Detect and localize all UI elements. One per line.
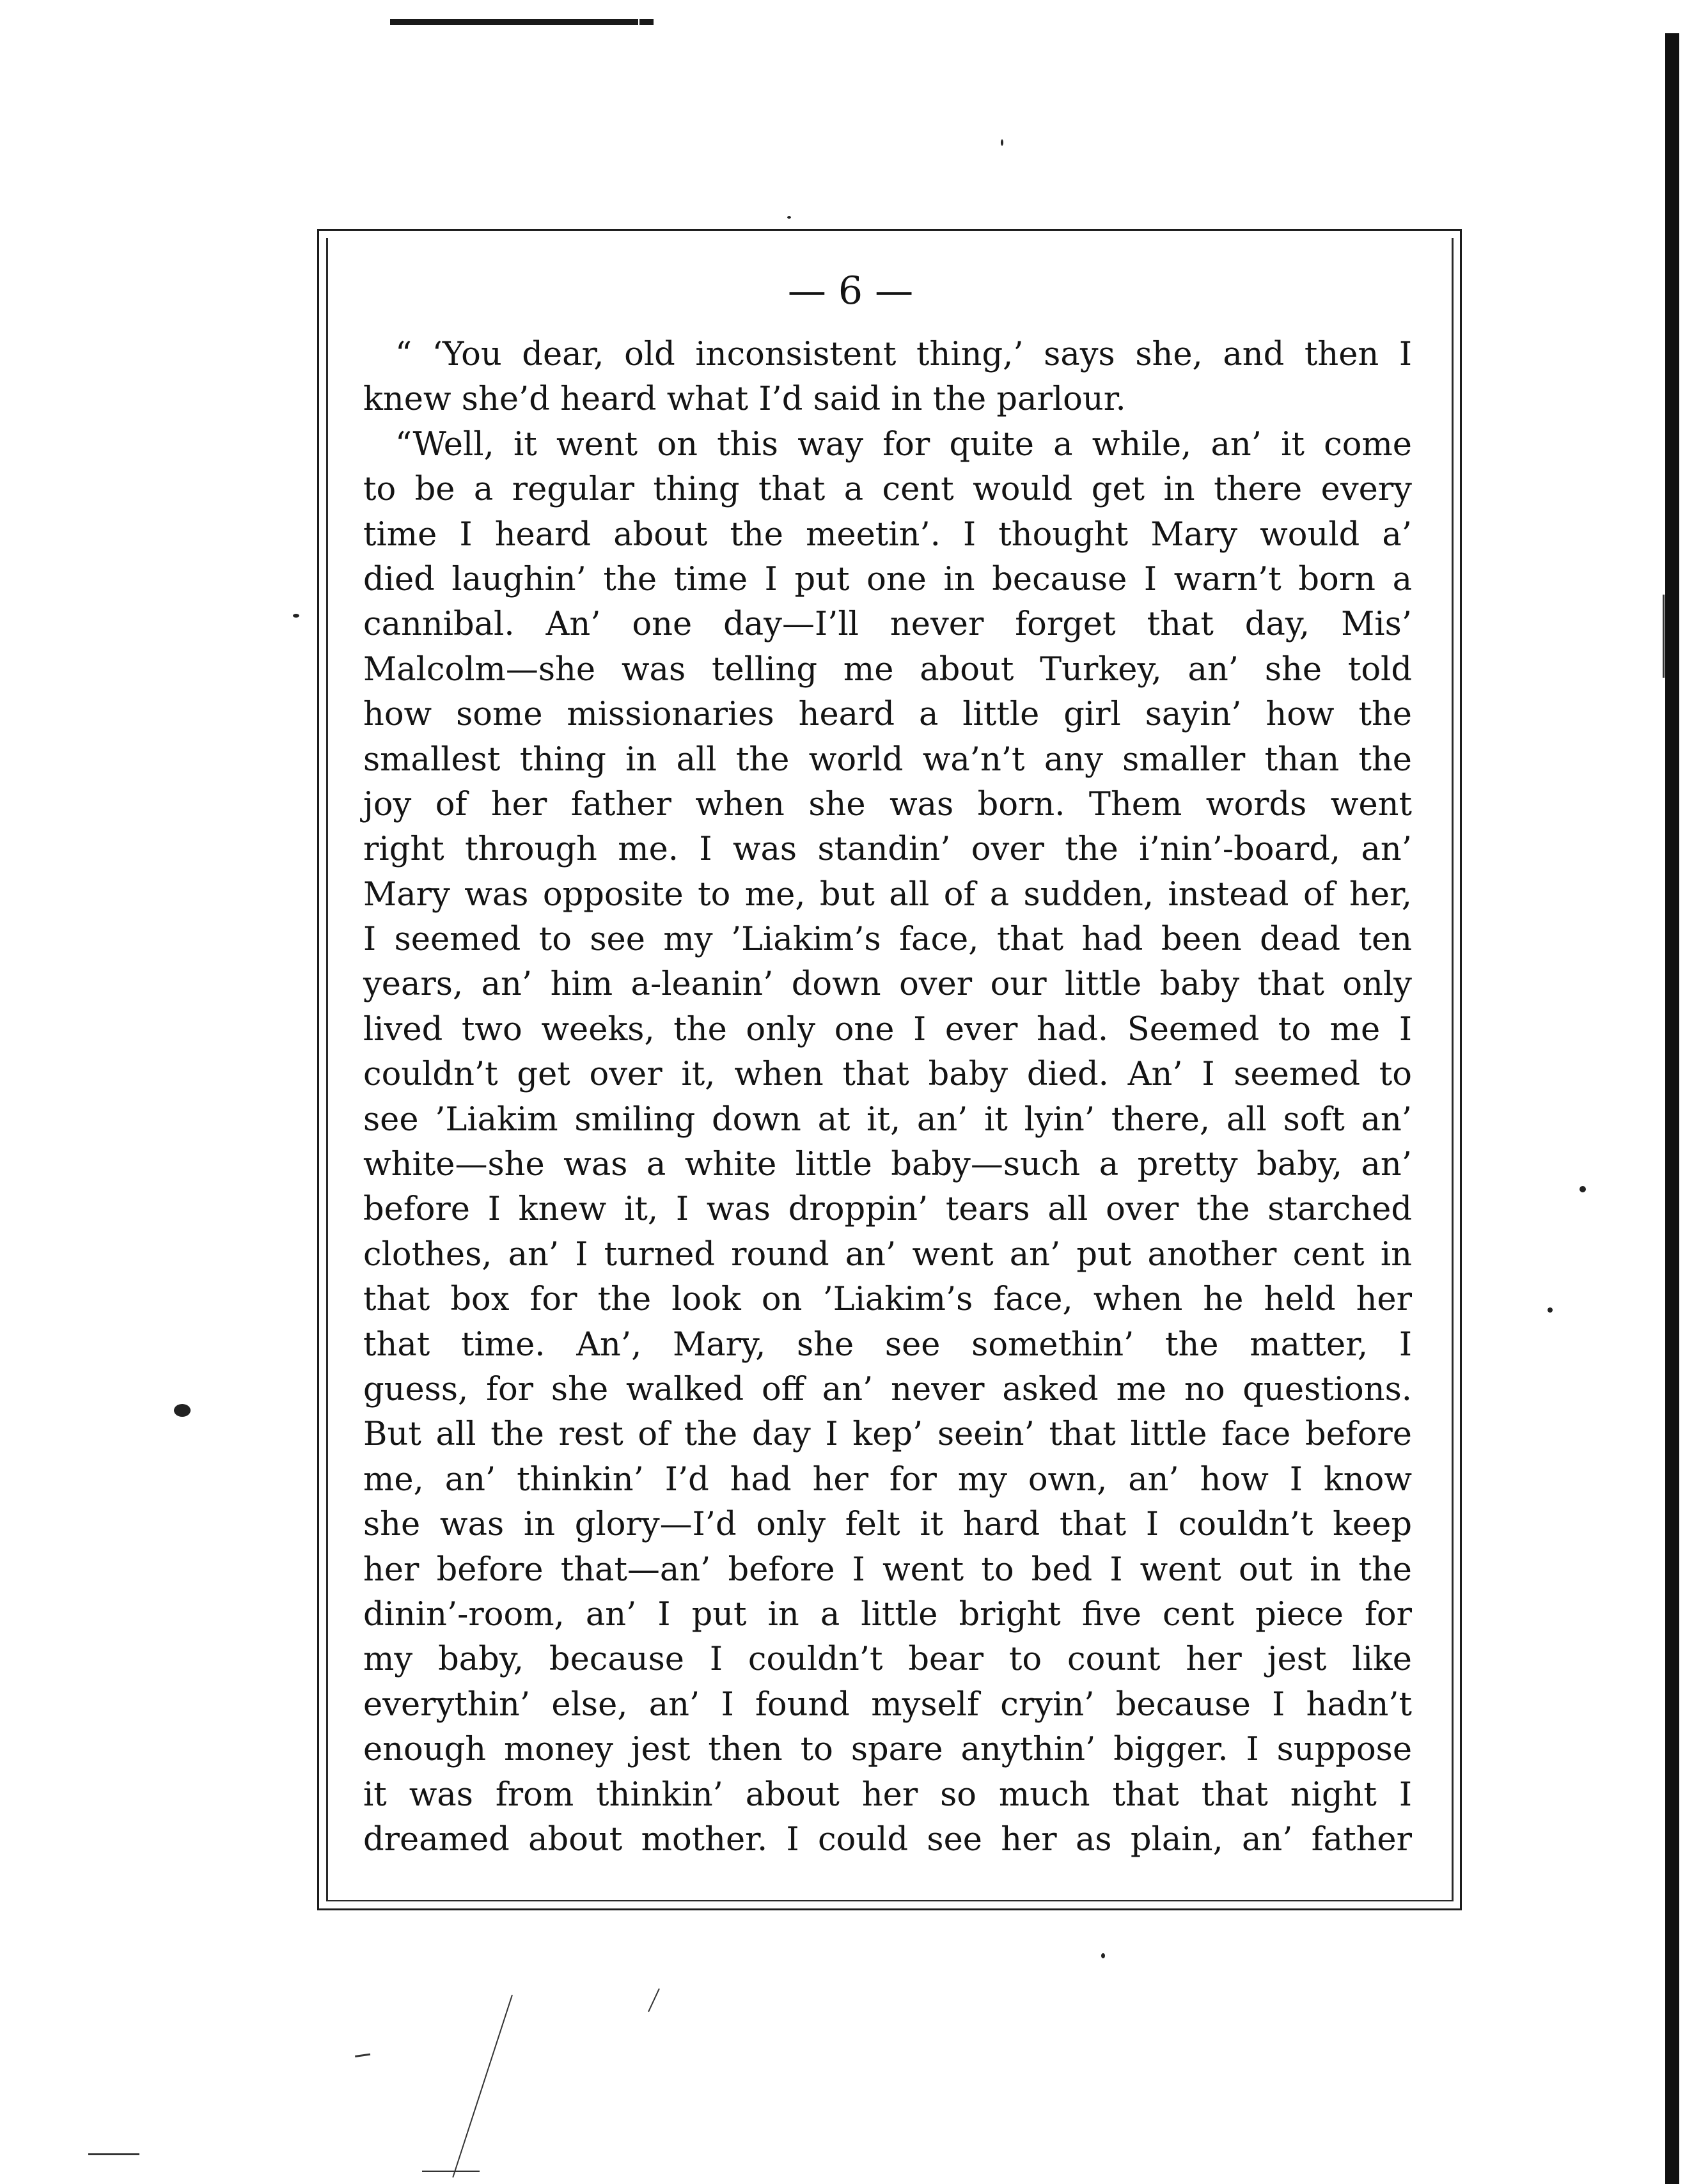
ink-speck (293, 614, 299, 618)
page-frame-inner-bottom (326, 1900, 1454, 1901)
ink-speck (1548, 1307, 1553, 1313)
text-line: joy of her father when she was born. Them words went (363, 785, 1412, 823)
text-line: lived two weeks, the only one I ever had. Seemed to me I (363, 1010, 1412, 1049)
text-line: me, an’ thinkin’ I’d had her for my own, an’ how I know (363, 1460, 1412, 1499)
text-line: guess, for she walked off an’ never asked me no questions. (363, 1370, 1412, 1408)
text-line: white—she was a white little baby—such a pretty baby, an’ (363, 1146, 1412, 1184)
page-number: — 6 — (787, 269, 914, 313)
text-line: enough money jest then to spare anythin’ bigger. I suppose (363, 1731, 1412, 1769)
text-line: “ ‘You dear, old inconsistent thing,’ says she, and then I (395, 336, 1412, 373)
ink-speck (1101, 1953, 1105, 1958)
text-line: my baby, because I couldn’t bear to count her jest like (363, 1641, 1412, 1679)
pencil-stroke (88, 2153, 139, 2155)
text-line: it was from thinkin’ about her so much that that night I (363, 1775, 1412, 1814)
text-line: see ’Liakim smiling down at it, an’ it lyin’ there, all soft an’ (363, 1100, 1412, 1139)
body-text (363, 332, 1412, 1862)
page-frame-inner-right (1452, 238, 1454, 1900)
text-line: right through me. I was standin’ over the i’nin’-board, an’ (363, 831, 1412, 869)
page-frame-inner-left (326, 238, 328, 1900)
pencil-stroke (355, 2054, 370, 2057)
text-line: years, an’ him a-leanin’ down over our little baby that only (363, 965, 1412, 1004)
top-rule-dot (639, 19, 654, 25)
text-line: how some missionaries heard a little girl sayin’ how the (363, 696, 1412, 734)
ink-speck (174, 1404, 191, 1417)
text-line: couldn’t get over it, when that baby died. An’ I seemed to (363, 1056, 1412, 1094)
pencil-stroke (422, 2171, 480, 2172)
ink-speck (787, 216, 791, 219)
text-line: that time. An’, Mary, she see somethin’ the matter, I (363, 1325, 1412, 1364)
text-line: before I knew it, I was droppin’ tears all over the starched (363, 1190, 1412, 1229)
text-line: her before that—an’ before I went to bed I went out in the (363, 1550, 1412, 1589)
text-line: Malcolm—she was telling me about Turkey, an’ she told (363, 650, 1412, 689)
pencil-stroke (1663, 595, 1665, 678)
text-line: she was in glory—I’d only felt it hard that I couldn’t keep (363, 1506, 1412, 1544)
ink-speck (1580, 1186, 1586, 1192)
text-line: “Well, it went on this way for quite a while, an’ it come (395, 425, 1412, 464)
binding-edge-shadow (1665, 33, 1679, 2184)
pencil-stroke (452, 1995, 513, 2178)
text-line: knew she’d heard what I’d said in the parlour. (363, 380, 1126, 419)
ink-speck (1001, 139, 1003, 146)
text-line: clothes, an’ I turned round an’ went an’ put another cent in (363, 1235, 1412, 1274)
pencil-stroke (648, 1988, 660, 2012)
top-rule (390, 19, 638, 25)
text-line: But all the rest of the day I kep’ seein’ that little face before (363, 1416, 1412, 1454)
text-line: time I heard about the meetin’. I thought Mary would a’ (363, 515, 1412, 554)
text-line: dreamed about mother. I could see her as plain, an’ father (363, 1820, 1412, 1859)
text-line: I seemed to see my ’Liakim’s face, that had been dead ten (363, 921, 1412, 959)
text-line: dinin’-room, an’ I put in a little bright five cent piece for (363, 1595, 1412, 1634)
text-line: Mary was opposite to me, but all of a sudden, instead of her, (363, 875, 1412, 914)
text-line: to be a regular thing that a cent would get in there every (363, 471, 1412, 509)
text-line: died laughin’ the time I put one in because I warn’t born a (363, 560, 1412, 598)
text-line: that box for the look on ’Liakim’s face, when he held her (363, 1281, 1412, 1319)
text-line: cannibal. An’ one day—I’ll never forget that day, Mis’ (363, 605, 1412, 644)
text-line: smallest thing in all the world wa’n’t any smaller than the (363, 740, 1412, 779)
text-line: everythin’ else, an’ I found myself cryin’ because I hadn’t (363, 1685, 1412, 1724)
